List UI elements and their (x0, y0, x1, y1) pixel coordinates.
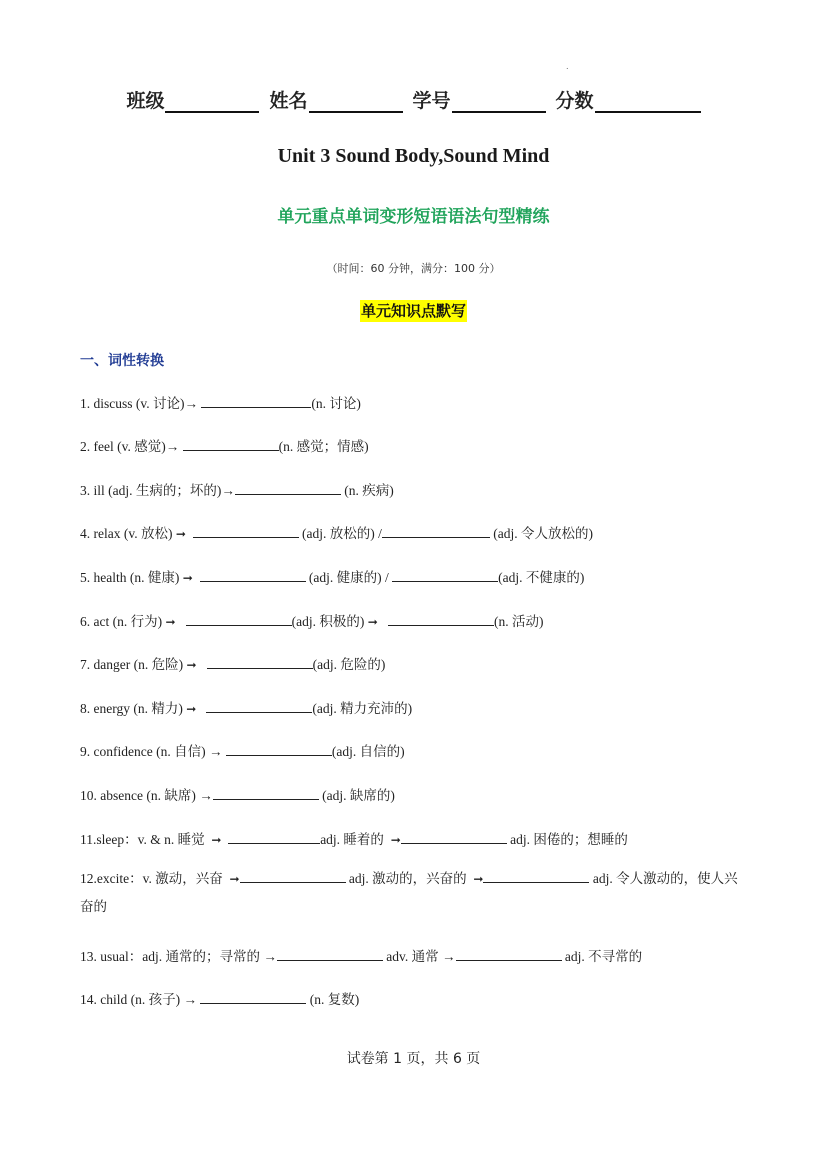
answer-blank[interactable] (207, 654, 313, 669)
arrow-icon: ➞ (165, 615, 176, 629)
answer-blank[interactable] (200, 989, 306, 1004)
question-14: 14. child (n. 孩子) → (n. 复数) (80, 988, 359, 1008)
arrow-icon: ➞ (473, 872, 484, 886)
question-11: 11.sleep：v. & n. 睡觉 ➞ adj. 睡着的 ➞ adj. 困倦的；想睡的 (80, 828, 628, 848)
arrow-icon: ➞ (390, 833, 401, 847)
time-info: （时间：60 分钟，满分：100 分） (326, 262, 501, 275)
question-6: 6. act (n. 行为) ➞ (adj. 积极的) ➞ (n. 活动) (80, 610, 543, 630)
part1-heading: 一、词性转换 (80, 353, 164, 369)
question-5: 5. health (n. 健康) ➞ (adj. 健康的) / (adj. 不健康的) (80, 566, 584, 586)
class-field: 班级 (126, 86, 259, 113)
arrow-icon: ➞ (182, 571, 193, 585)
question-7: 7. danger (n. 危险) ➞ (adj. 危险的) (80, 653, 385, 673)
answer-blank[interactable] (456, 946, 562, 961)
arrow-icon: ➞ (211, 833, 222, 847)
score-field: 分数 (556, 86, 701, 113)
question-4: 4. relax (v. 放松) ➞ (adj. 放松的) / (adj. 令人放松的) (80, 522, 593, 542)
question-3: 3. ill (adj. 生病的；坏的)→ (n. 疾病) (80, 479, 394, 499)
answer-blank[interactable] (240, 868, 346, 883)
question-2: 2. feel (v. 感觉)→ (n. 感觉；情感) (80, 435, 369, 455)
answer-blank[interactable] (186, 611, 292, 626)
unit-subtitle: 单元重点单词变形短语语法句型精练 (277, 207, 550, 227)
question-9: 9. confidence (n. 自信) → (adj. 自信的) (80, 740, 405, 760)
answer-blank[interactable] (235, 480, 341, 495)
answer-blank[interactable] (388, 611, 494, 626)
class-blank[interactable] (165, 89, 259, 113)
answer-blank[interactable] (401, 829, 507, 844)
question-8: 8. energy (n. 精力) ➞ (adj. 精力充沛的) (80, 697, 412, 717)
question-12: 12.excite：v. 激动，兴奋 ➞ adj. 激动的，兴奋的 ➞ adj. 令人激动的，使人兴奋的 (80, 865, 750, 921)
answer-blank[interactable] (382, 523, 490, 538)
name-field: 姓名 (269, 86, 402, 113)
student-info-line (0, 86, 827, 113)
answer-blank[interactable] (183, 436, 279, 451)
question-10: 10. absence (n. 缺席) → (adj. 缺席的) (80, 784, 395, 804)
student-id-field: 学号 (413, 86, 546, 113)
answer-blank[interactable] (193, 523, 299, 538)
name-blank[interactable] (309, 89, 403, 113)
stray-dot: . (566, 62, 569, 71)
question-13: 13. usual：adj. 通常的；寻常的 → adv. 通常 → adj. 不寻常的 (80, 945, 642, 965)
answer-blank[interactable] (392, 567, 498, 582)
arrow-icon: ➞ (186, 658, 197, 672)
arrow-icon: ➞ (186, 702, 197, 716)
question-1: 1. discuss (v. 讨论)→ (n. 讨论) (80, 392, 361, 412)
score-blank[interactable] (595, 89, 701, 113)
answer-blank[interactable] (226, 741, 332, 756)
answer-blank[interactable] (228, 829, 320, 844)
answer-blank[interactable] (206, 698, 312, 713)
arrow-icon: ➞ (367, 615, 378, 629)
arrow-icon: ➞ (175, 527, 186, 541)
answer-blank[interactable] (200, 567, 306, 582)
answer-blank[interactable] (277, 946, 383, 961)
student-id-blank[interactable] (452, 89, 546, 113)
arrow-icon: ➞ (229, 872, 240, 886)
page-footer: 试卷第 1 页，共 6 页 (346, 1051, 481, 1067)
unit-title: Unit 3 Sound Body,Sound Mind (277, 145, 550, 167)
answer-blank[interactable] (201, 393, 311, 408)
section-banner: 单元知识点默写 (360, 302, 466, 320)
answer-blank[interactable] (213, 785, 319, 800)
answer-blank[interactable] (483, 868, 589, 883)
